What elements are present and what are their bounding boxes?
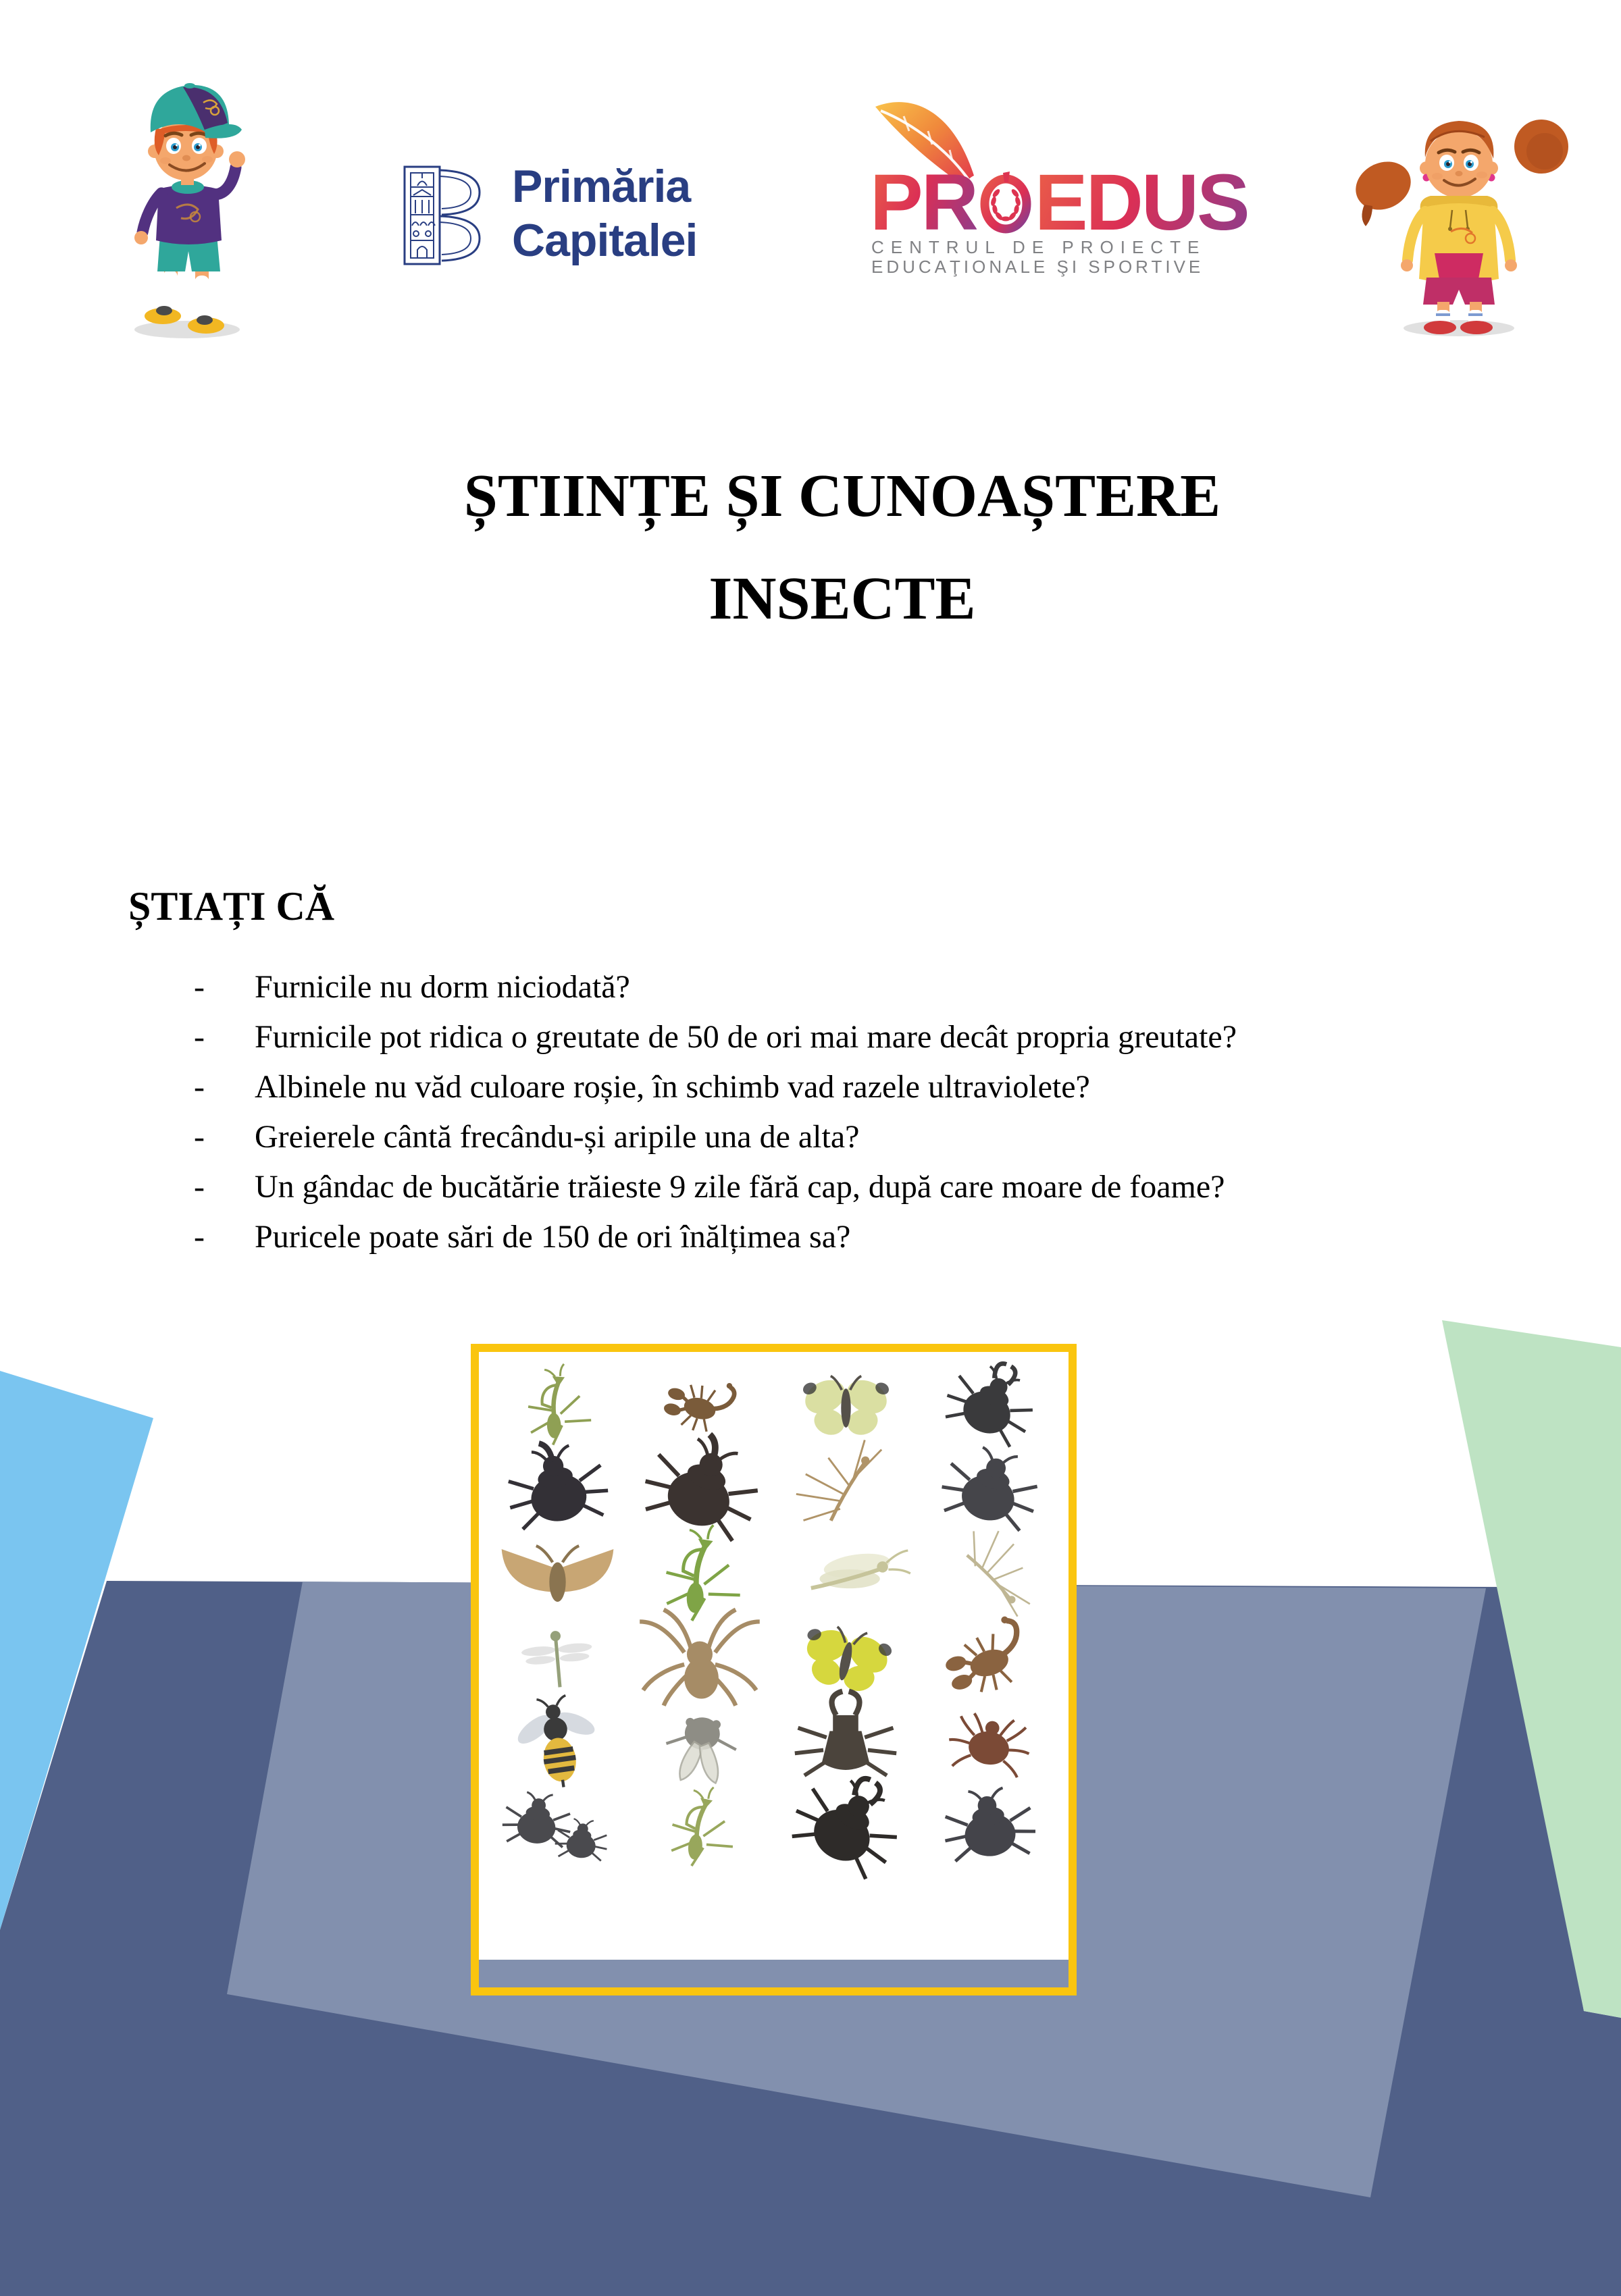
bullet-dash: -: [194, 1219, 205, 1255]
proedus-tagline: [871, 238, 1223, 277]
bullet-dash: -: [194, 1119, 205, 1155]
bullet-dash: -: [194, 1069, 205, 1105]
facts-heading: ȘTIAȚI CĂ: [128, 884, 335, 929]
page-title-line2: INSECTE: [709, 565, 976, 632]
insect-collage-frame: [471, 1344, 1077, 1995]
proedus-o-laurel-icon: [979, 172, 1033, 234]
page-title-line1: ȘTIINȚE ȘI CUNOAȘTERE: [463, 463, 1221, 529]
proedus-tagline-line2: EDUCAŢIONALE ŞI SPORTIVE: [871, 257, 1204, 277]
proedus-letters-edus: EDUS: [1034, 158, 1248, 247]
fact-text: Furnicile nu dorm niciodată?: [255, 969, 630, 1005]
proedus-tagline-line1: CENTRUL DE PROIECTE: [871, 237, 1206, 257]
primaria-line2: Capitalei: [512, 215, 698, 266]
fact-item: [194, 1212, 1518, 1262]
fact-text: Greierele cântă frecându-și aripile una de alta?: [255, 1119, 860, 1155]
fact-item: [194, 1012, 1518, 1062]
fact-text: Albinele nu văd culoare roșie, în schimb vad razele ultraviolete?: [255, 1069, 1090, 1105]
fact-item: [194, 1112, 1518, 1162]
bullet-dash: -: [194, 1019, 205, 1055]
primaria-capitalei-logo-text: [512, 159, 697, 267]
fact-text: Un gândac de bucătărie trăieste 9 zile fără cap, după care moare de foame?: [255, 1169, 1225, 1205]
primaria-capitalei-logo-icon: [403, 165, 484, 266]
boy-mascot-illustration: [125, 68, 247, 341]
fact-item: [194, 1062, 1518, 1112]
bullet-dash: -: [194, 969, 205, 1005]
fact-item: [194, 1162, 1518, 1212]
fact-text: Puricele poate sări de 150 de ori înălțimea sa?: [255, 1219, 851, 1255]
fact-item: [194, 962, 1518, 1012]
facts-list: [194, 962, 1518, 1262]
primaria-line1: Primăria: [512, 161, 691, 212]
proedus-letters-pr: PR: [870, 158, 977, 247]
fact-text: Furnicile pot ridica o greutate de 50 de ori mai mare decât propria greutate?: [255, 1019, 1237, 1055]
girl-mascot-illustration: [1351, 98, 1574, 338]
bullet-dash: -: [194, 1169, 205, 1205]
